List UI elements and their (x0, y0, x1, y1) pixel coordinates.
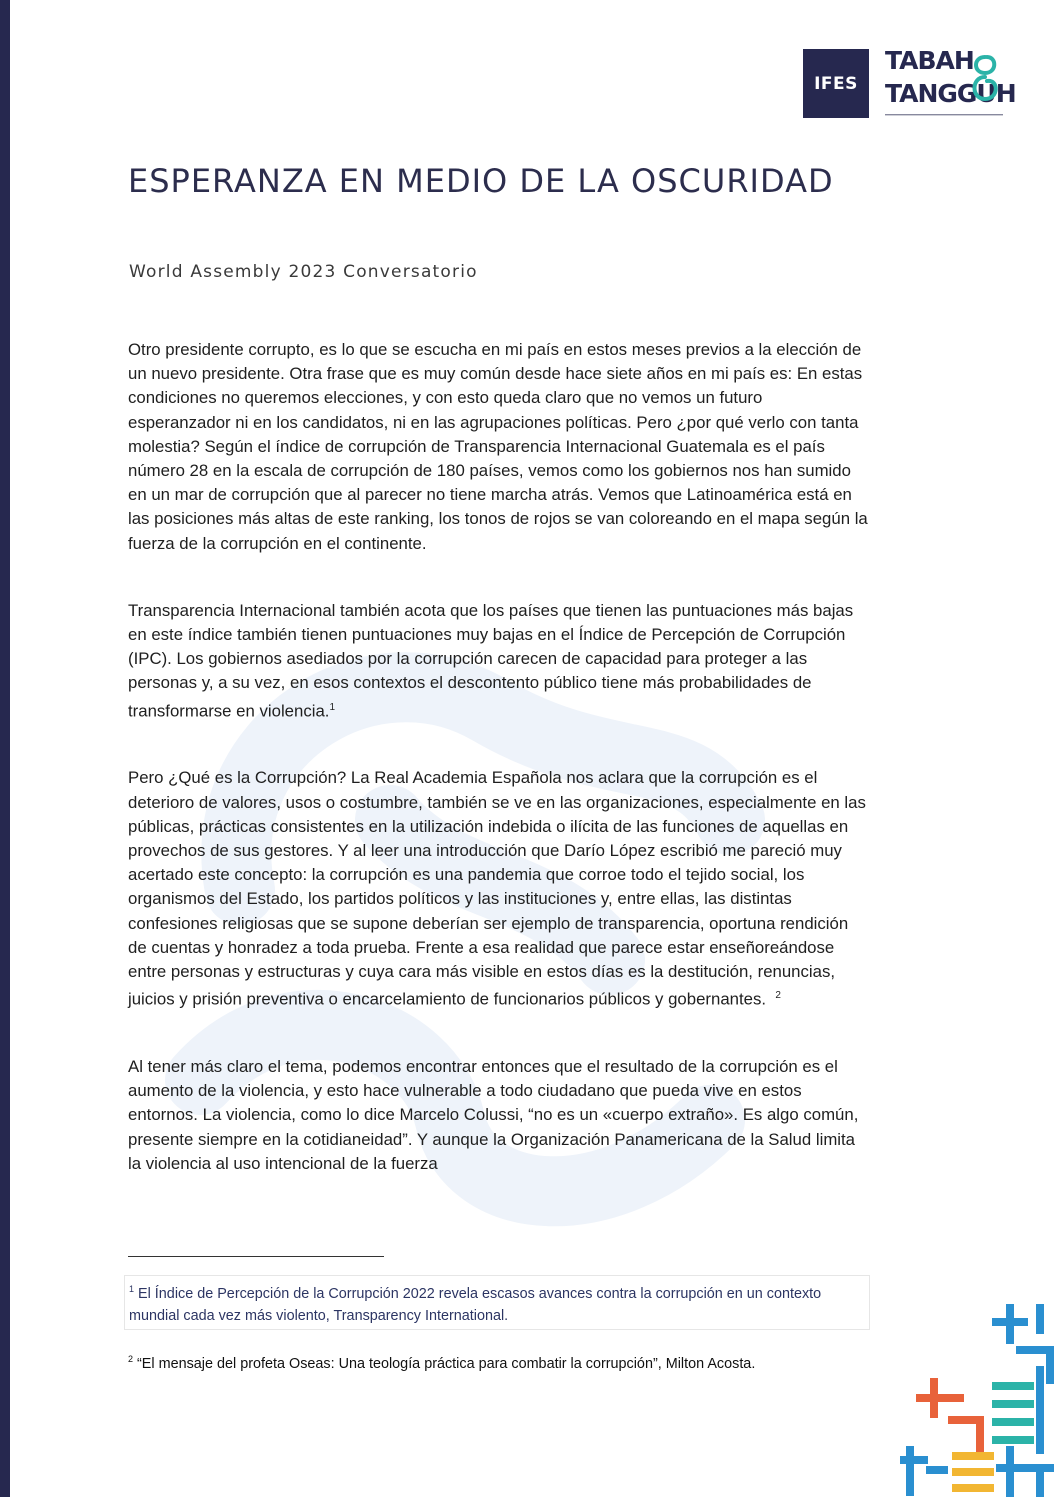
paragraph-3: Pero ¿Qué es la Corrupción? La Real Academia Española nos aclara que la corrupción es el deterioro de valores, usos o costumbre, también se ve en las organizaciones, especialmente en las públicas, prácticas consistentes en la utilización indebida o ilícita de las funciones de aquellas en provechos de sus gestores. Y al leer una introducción que Darío López escribió me pareció muy acertado este concepto: la corrupción es una pandemia que corroe todo el tejido social, los organismos del Estado, los partidos políticos y las instituciones y, entre ellas, las distintas confesiones religiosas que se supone deberían ser ejemplo de transparencia, oportuna rendición de cuentas y honradez a toda prueba. Frente a esa realidad que parece estar enseñoreándose entre personas y estructuras y cuya cara más visible en estos días es la destitución, renuncias, juicios y prisión preventiva o encarcelamiento de funcionarios públicos y gobernantes. $^2$ (128, 768, 866, 1009)
tabah-tangguh-logo (885, 46, 1016, 121)
tabah-logo-line2: TANGGUH (885, 79, 1016, 108)
footnote-2 (128, 1348, 888, 1375)
footnote-ref-1[interactable]: 1 (329, 701, 336, 713)
article-body (128, 338, 868, 1219)
paragraph-4: Al tener más claro el tema, podemos encontrar entonces que el resultado de la corrupción es el aumento de la violencia, y esto hace vulnerable a todo ciudadano que pueda vive en estos entornos. La violencia, como lo dice Marcelo Colussi, “no es un «cuerpo extraño». Es algo común, presente siempre en la cotidianeidad”. Y aunque la Organización Panamericana de la Salud limita la violencia al uso intencional de la fuerza (128, 1057, 859, 1173)
footnote-1[interactable] (124, 1275, 870, 1330)
logo-tagline-graphic (885, 112, 1003, 118)
footnote-1-number: 1 (129, 1284, 135, 1294)
footnote-2-number: 2 (128, 1354, 134, 1364)
swirl-ornament-icon (965, 49, 1005, 109)
footnote-ref-2[interactable]: 2 (775, 990, 781, 1002)
ifes-logo-text: IFES (814, 73, 858, 94)
footnote-1-link[interactable]: El Índice de Percepción de la Corrupción 2022 revela escasos avances contra la corrupción en un contexto mundial cada vez más violento, Transparency International. (129, 1285, 822, 1324)
left-accent-bar (0, 0, 10, 1497)
document-subtitle: World Assembly 2023 Conversatorio (129, 262, 478, 282)
paragraph-2: Transparencia Internacional también acota que los países que tienen las puntuaciones más bajas en este índice también tienen puntuaciones muy bajas en el Índice de Percepción de Corrupción (IPC). Los gobiernos asediados por la corrupción carecen de capacidad para proteger a las personas y, a su vez, en esos contextos el descontento público tiene más probabilidades de transformarse en violencia.$^1$ (128, 600, 854, 721)
ifes-logo (803, 49, 869, 118)
paragraph-1: Otro presidente corrupto, es lo que se escucha en mi país en estos meses previos a la elección de un nuevo presidente. Otra frase que es muy común desde hace siete años en mi país es: En estas condiciones no queremos elecciones, y con esto queda claro que no vemos un futuro esperanzador ni en los candidatos, ni en las agrupaciones políticas. Pero ¿por qué verlo con tanta molestia? Según el índice de corrupción de Transparencia Internacional Guatemala es el país número 28 en la escala de corrupción de 180 países, vemos como los gobiernos nos han sumido en un mar de corrupción que al parecer no tiene marcha atrás. Vemos que Latinoamérica está en las posiciones más altas de este ranking, los tonos de rojos se van coloreando en el mapa según la fuerza de la corrupción en el continente. (128, 340, 868, 553)
document-title: ESPERANZA EN MEDIO DE LA OSCURIDAD (128, 162, 834, 200)
footnote-divider (128, 1256, 384, 1257)
footnote-2-text: “El mensaje del profeta Oseas: Una teología práctica para combatir la corrupción”, Milton Acosta. (137, 1355, 756, 1372)
tabah-logo-line1: TABAH (885, 46, 974, 75)
decorative-pattern-icon (900, 1300, 1058, 1497)
